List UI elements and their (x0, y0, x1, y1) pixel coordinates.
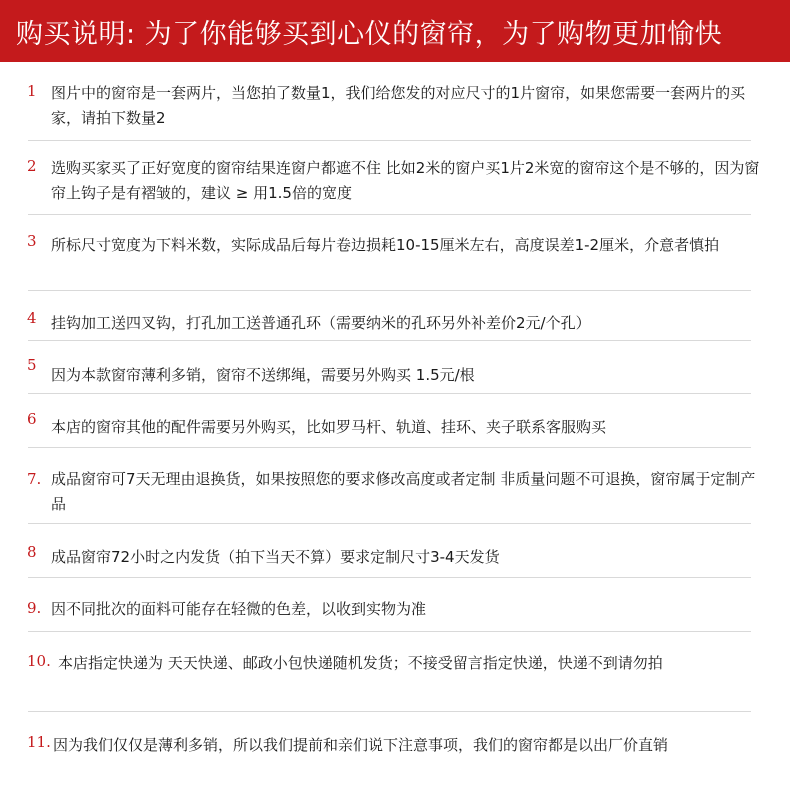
note-number: 10. (27, 652, 51, 670)
note-number: 8 (27, 543, 37, 561)
note-number: 11. (27, 733, 51, 751)
note-text: 因为本款窗帘薄利多销，窗帘不送绑绳，需要另外购买 1.5元/根 (51, 366, 475, 384)
note-text: 因不同批次的面料可能存在轻微的色差，以收到实物为准 (51, 600, 427, 618)
divider (28, 523, 751, 524)
divider (28, 340, 751, 341)
divider (28, 140, 751, 141)
note-number: 7. (27, 470, 42, 488)
divider (28, 290, 751, 291)
note-text: 成品窗帘72小时之内发货（拍下当天不算）要求定制尺寸3-4天发货 (51, 548, 500, 566)
note-text: 图片中的窗帘是一套两片，当您拍了数量1，我们给您发的对应尺寸的1片窗帘，如果您需要一套两片的买家，请拍下数量2 (51, 84, 746, 127)
note-text: 因为我们仅仅是薄利多销，所以我们提前和亲们说下注意事项，我们的窗帘都是以出厂价直销 (53, 736, 669, 754)
note-number: 9. (27, 599, 42, 617)
page-banner (0, 0, 790, 62)
banner-title: 购买说明: 为了你能够买到心仪的窗帘，为了购物更加愉快 (16, 18, 723, 50)
note-text: 本店的窗帘其他的配件需要另外购买，比如罗马杆、轨道、挂环、夹子联系客服购买 (51, 418, 607, 436)
divider (28, 447, 751, 448)
note-text: 选购买家买了正好宽度的窗帘结果连窗户都遮不住 比如2米的窗户买1片2米宽的窗帘这个是不够的，因为窗帘上钩子是有褶皱的，建议 ≥ 用1.5倍的宽度 (51, 159, 760, 202)
note-number: 2 (27, 157, 37, 175)
divider (28, 214, 751, 215)
note-number: 5 (27, 356, 37, 374)
note-number: 1 (27, 82, 37, 100)
divider (28, 711, 751, 712)
note-text: 所标尺寸宽度为下料米数，实际成品后每片卷边损耗10-15厘米左右，高度误差1-2厘米，介意者慎拍 (51, 236, 720, 254)
note-text: 成品窗帘可7天无理由退换货，如果按照您的要求修改高度或者定制 非质量问题不可退换，窗帘属于定制产品 (51, 470, 756, 513)
divider (28, 393, 751, 394)
note-text: 本店指定快递为 天天快递、邮政小包快递随机发货；不接受留言指定快递，快递不到请勿拍 (58, 654, 663, 672)
note-number: 6 (27, 410, 37, 428)
note-number: 4 (27, 309, 37, 327)
note-number: 3 (27, 232, 37, 250)
note-text: 挂钩加工送四叉钩，打孔加工送普通孔环（需要纳米的孔环另外补差价2元/个孔） (51, 314, 591, 332)
divider (28, 631, 751, 632)
divider (28, 577, 751, 578)
